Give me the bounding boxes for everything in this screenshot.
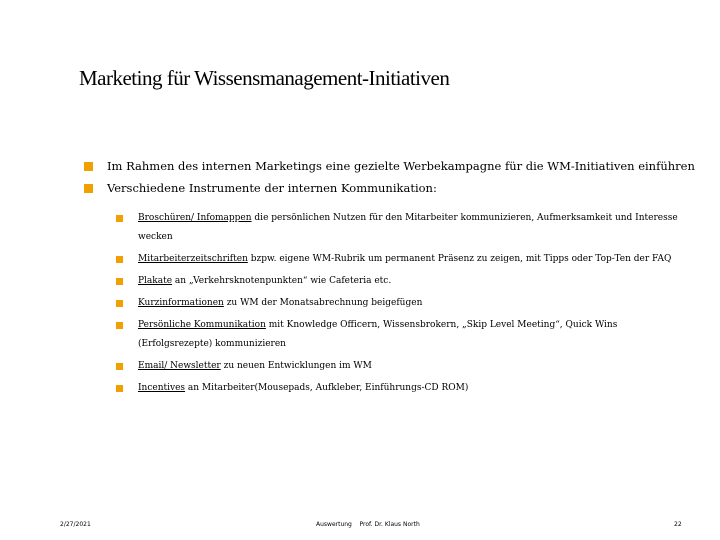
- sub-bullet-list: [114, 209, 686, 401]
- sub-bullet-text: mit Knowledge Officern, Wissensbrokern, „Skip Level Meeting“, Quick Wins (Erfolgsrezepte) kommunizieren: [138, 320, 618, 349]
- square-bullet-icon: [84, 184, 93, 193]
- main-bullet-list: [82, 156, 702, 200]
- slide-title: Marketing für Wissensmanagement-Initiativen: [79, 66, 450, 90]
- footer-date: 2/27/2021: [60, 521, 91, 528]
- square-bullet-icon: [116, 278, 123, 285]
- sub-bullet-item: [114, 209, 686, 247]
- bullet-item: [82, 178, 702, 200]
- bullet-text: Verschiedene Instrumente der internen Kommunikation:: [107, 181, 437, 195]
- sub-bullet-item: [114, 379, 686, 398]
- square-bullet-icon: [84, 162, 93, 171]
- sub-bullet-text: an Mitarbeiter(Mousepads, Aufkleber, Einführungs-CD ROM): [185, 383, 469, 393]
- sub-bullet-text: bzpw. eigene WM-Rubrik um permanent Präsenz zu zeigen, mit Tipps oder Top-Ten der FAQ: [247, 254, 672, 264]
- square-bullet-icon: [116, 322, 123, 329]
- bullet-item: [82, 156, 702, 178]
- footer-author: Auswertung Prof. Dr. Klaus North: [316, 521, 420, 528]
- sub-bullet-text: zu neuen Entwicklungen im WM: [220, 361, 372, 371]
- sub-bullet-term: Incentives: [138, 383, 186, 393]
- square-bullet-icon: [116, 385, 123, 392]
- sub-bullet-term: Mitarbeiterzeitschriften: [138, 254, 248, 264]
- bullet-text: Im Rahmen des internen Marketings eine gezielte Werbekampagne für die WM-Initiativen einführen: [107, 159, 695, 173]
- sub-bullet-term: Broschüren/ Infomappen: [138, 213, 252, 223]
- square-bullet-icon: [116, 215, 123, 222]
- sub-bullet-item: [114, 272, 686, 291]
- sub-bullet-text: zu WM der Monatsabrechnung beigefügen: [223, 298, 423, 308]
- sub-bullet-term: Persönliche Kommunikation: [138, 320, 266, 330]
- square-bullet-icon: [116, 256, 123, 263]
- sub-bullet-item: [114, 316, 686, 354]
- sub-bullet-term: Kurzinformationen: [138, 298, 224, 308]
- sub-bullet-item: [114, 357, 686, 376]
- sub-bullet-text: an „Verkehrsknotenpunkten“ wie Cafeteria etc.: [172, 276, 392, 286]
- sub-bullet-text: die persönlichen Nutzen für den Mitarbeiter kommunizieren, Aufmerksamkeit und Interesse wecken: [138, 213, 678, 242]
- square-bullet-icon: [116, 300, 123, 307]
- square-bullet-icon: [116, 363, 123, 370]
- footer-page-number: 22: [674, 521, 682, 528]
- sub-bullet-term: Plakate: [138, 276, 173, 286]
- sub-bullet-item: [114, 250, 686, 269]
- sub-bullet-item: [114, 294, 686, 313]
- sub-bullet-term: Email/ Newsletter: [138, 361, 221, 371]
